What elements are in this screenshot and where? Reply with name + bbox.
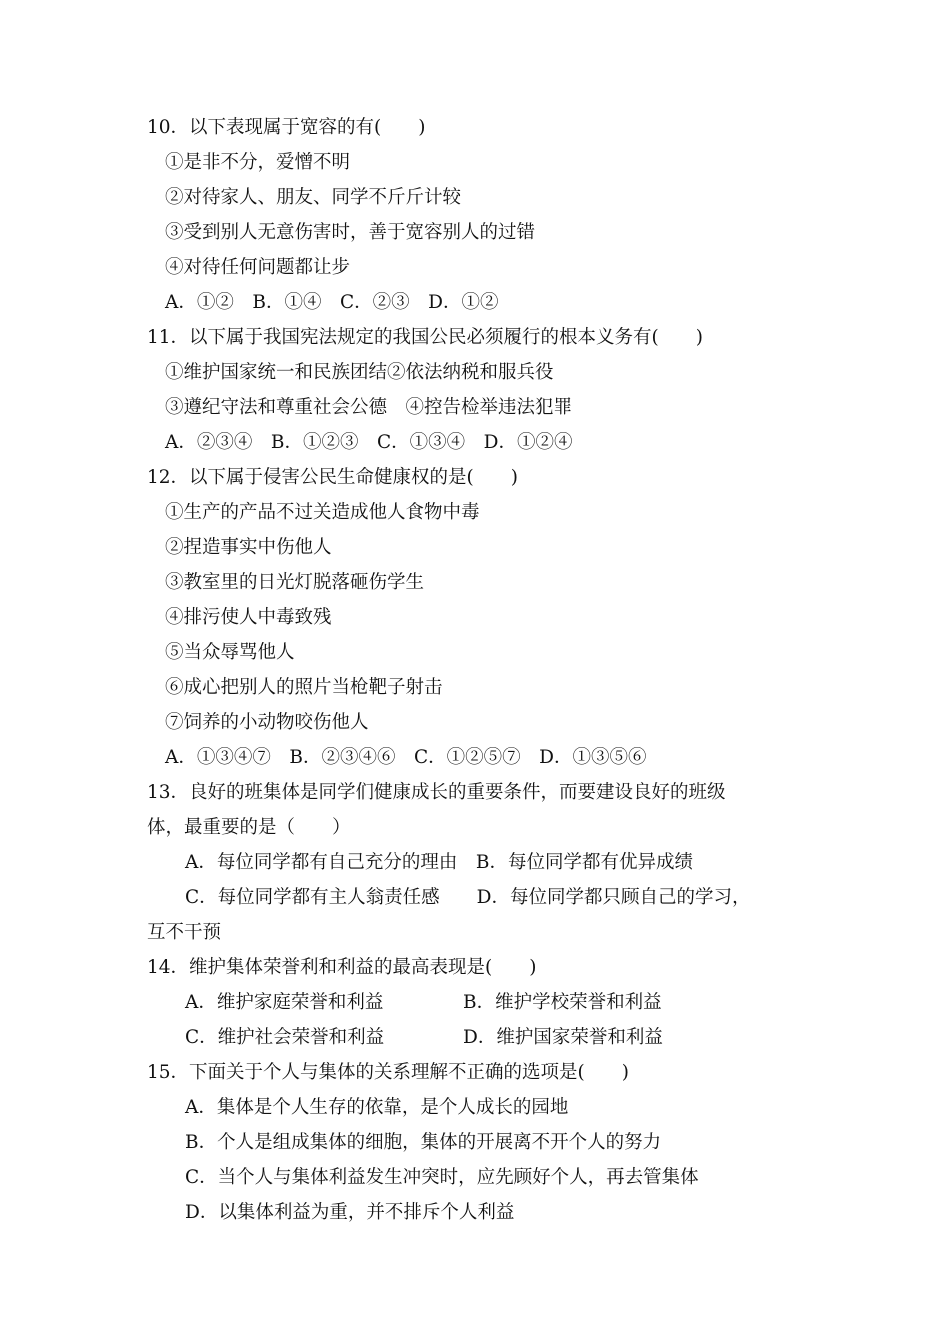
q10-answers: A．①② B．①④ C．②③ D．①② <box>165 292 499 313</box>
q15-stem: 15．下面关于个人与集体的关系理解不正确的选项是( ) <box>147 1062 629 1083</box>
q12-item-1: ①生产的产品不过关造成他人食物中毒 <box>165 502 480 523</box>
q13-options-line-1: A．每位同学都有自己充分的理由 B．每位同学都有优异成绩 <box>185 852 693 873</box>
q12-item-2: ②捏造事实中伤他人 <box>165 537 332 558</box>
q12-stem: 12．以下属于侵害公民生命健康权的是( ) <box>147 467 518 488</box>
q10-stem: 10．以下表现属于宽容的有( ) <box>147 117 426 138</box>
q14-stem: 14．维护集体荣誉利和利益的最高表现是( ) <box>147 957 537 978</box>
q10-item-1: ①是非不分，爱憎不明 <box>165 152 351 173</box>
q13-stem-line-2: 体，最重要的是（ ） <box>147 817 351 838</box>
q12-item-3: ③教室里的日光灯脱落砸伤学生 <box>165 572 425 593</box>
q15-option-b: B．个人是组成集体的细胞，集体的开展离不开个人的努力 <box>185 1132 662 1153</box>
q13-options-line-3: 互不干预 <box>147 922 222 943</box>
q10-item-3: ③受到别人无意伤害时，善于宽容别人的过错 <box>165 222 536 243</box>
q10-item-2: ②对待家人、朋友、同学不斤斤计较 <box>165 187 462 208</box>
q10-item-4: ④对待任何问题都让步 <box>165 257 351 278</box>
q12-item-4: ④排污使人中毒致残 <box>165 607 332 628</box>
q11-item-1: ①维护国家统一和民族团结②依法纳税和服兵役 <box>165 362 554 383</box>
q12-item-7: ⑦饲养的小动物咬伤他人 <box>165 712 369 733</box>
q15-option-c: C．当个人与集体利益发生冲突时，应先顾好个人，再去管集体 <box>185 1167 699 1188</box>
q14-option-d: D．维护国家荣誉和利益 <box>463 1027 663 1048</box>
q13-options-line-2: C．每位同学都有主人翁责任感 D．每位同学都只顾自己的学习， <box>185 887 751 908</box>
q11-item-2: ③遵纪守法和尊重社会公德 ④控告检举违法犯罪 <box>165 397 573 418</box>
q14-option-a: A．维护家庭荣誉和利益 <box>185 992 384 1013</box>
q15-option-a: A．集体是个人生存的依靠，是个人成长的园地 <box>185 1097 569 1118</box>
q12-item-5: ⑤当众辱骂他人 <box>165 642 295 663</box>
q13-stem-line-1: 13．良好的班集体是同学们健康成长的重要条件，而要建设良好的班级 <box>147 782 726 803</box>
q15-option-d: D．以集体利益为重，并不排斥个人利益 <box>185 1202 515 1223</box>
q14-option-b: B．维护学校荣誉和利益 <box>463 992 662 1013</box>
q11-stem: 11．以下属于我国宪法规定的我国公民必须履行的根本义务有( ) <box>147 327 703 348</box>
q12-item-6: ⑥成心把别人的照片当枪靶子射击 <box>165 677 443 698</box>
q12-answers: A．①③④⑦ B．②③④⑥ C．①②⑤⑦ D．①③⑤⑥ <box>165 747 647 768</box>
q11-answers: A．②③④ B．①②③ C．①③④ D．①②④ <box>165 432 573 453</box>
q14-option-c: C．维护社会荣誉和利益 <box>185 1027 385 1048</box>
